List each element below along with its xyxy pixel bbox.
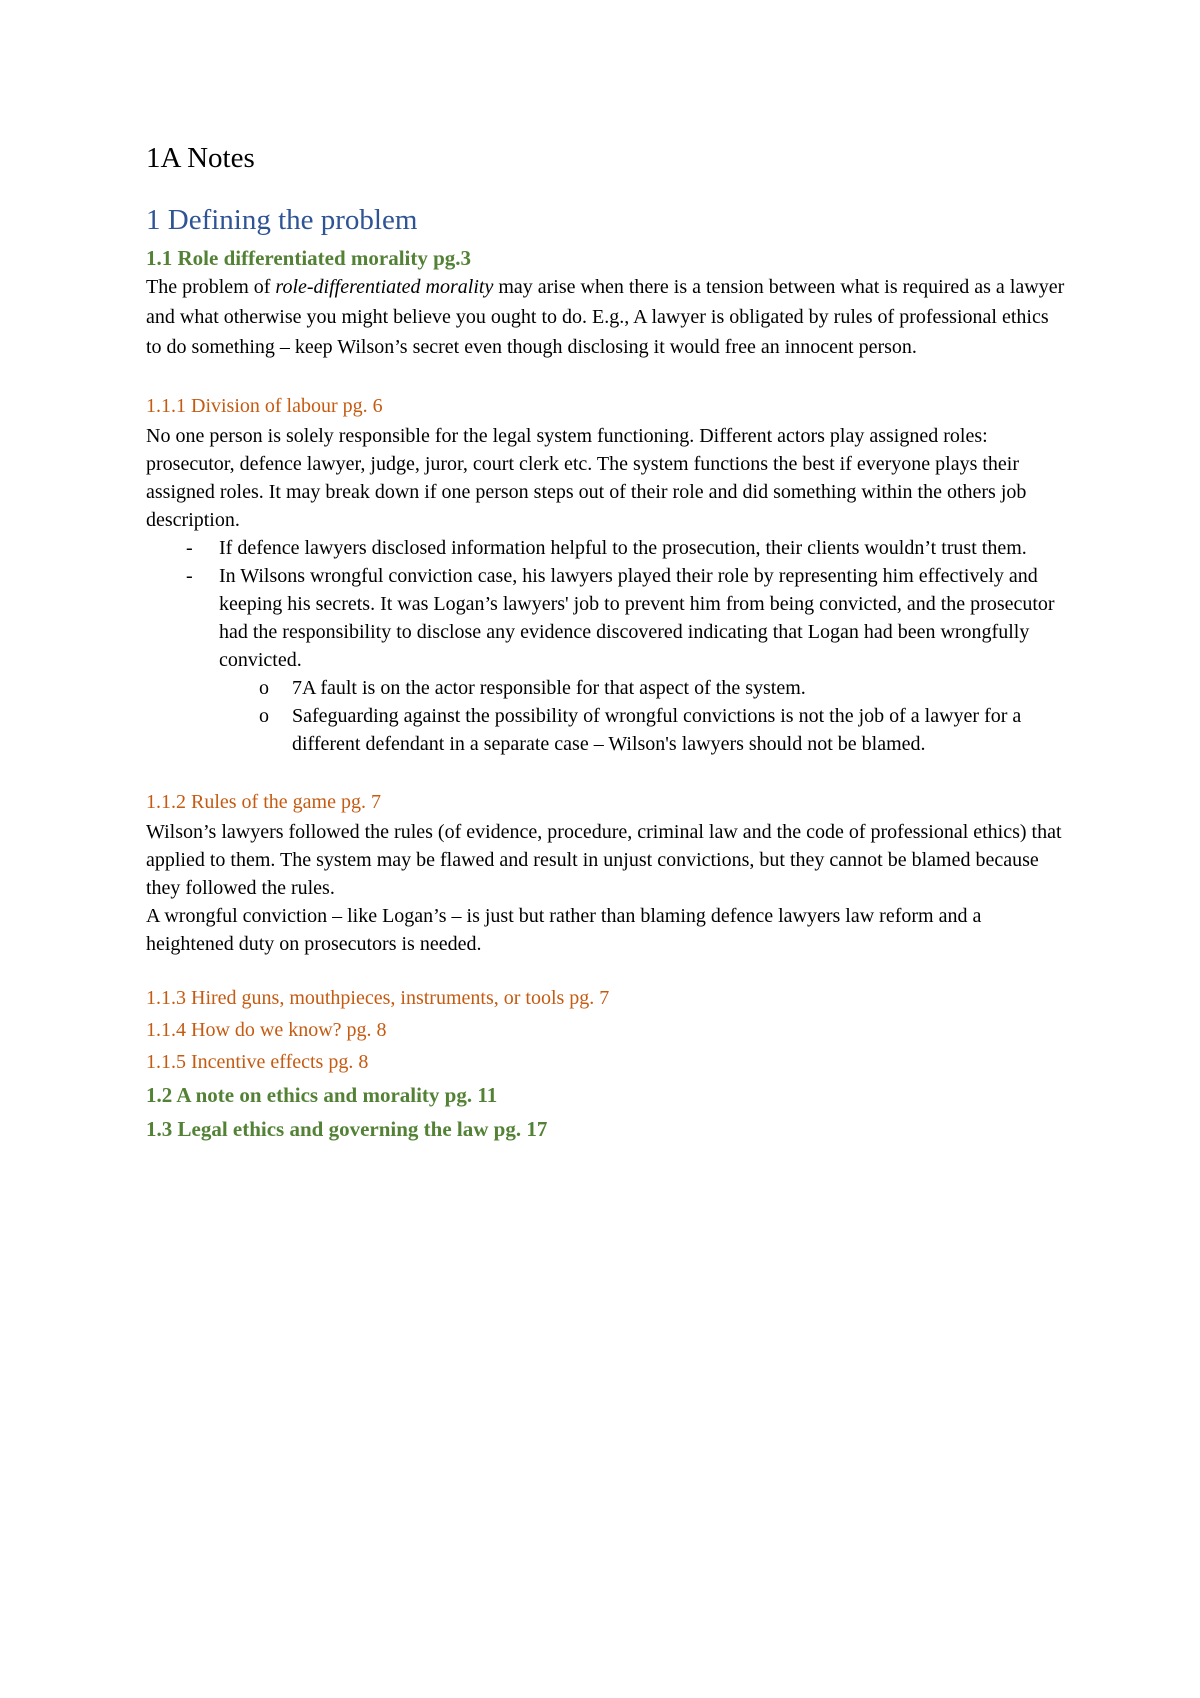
circle-bullet-marker: o (259, 677, 269, 699)
section-1-1-4-heading: 1.1.4 How do we know? pg. 8 (146, 1019, 387, 1041)
list-item (146, 534, 1066, 562)
section-1-1-paragraph (146, 272, 1066, 362)
section-1-2-heading: 1.2 A note on ethics and morality pg. 11 (146, 1083, 498, 1107)
document-page (146, 140, 1066, 1146)
list-item-text: In Wilsons wrongful conviction case, his lawyers played their role by representing him effectively and keeping his secrets. It was Logan’s lawyers' job to prevent him from being convicted, and the prosecutor had the responsibility to disclose any evidence discovered indicating that Logan had been wrongfully convicted. (219, 565, 1055, 671)
section-1-1-1-paragraph: No one person is solely responsible for the legal system functioning. Different actors play assigned roles: prosecutor, defence lawyer, judge, juror, court clerk etc. The system functions the best if everyone plays their assigned roles. It may break down if one person steps out of their role and did something within the others job description. (146, 425, 1027, 531)
section-1-1-1-heading: 1.1.1 Division of labour pg. 6 (146, 395, 383, 417)
division-of-labour-bullets (146, 534, 1066, 758)
section-1-1-2-heading: 1.1.2 Rules of the game pg. 7 (146, 791, 381, 813)
dash-bullet-marker: - (186, 537, 193, 559)
list-item-text: 7A fault is on the actor responsible for that aspect of the system. (292, 677, 806, 699)
section-1-1-5-heading: 1.1.5 Incentive effects pg. 8 (146, 1051, 369, 1073)
section-1-heading: 1 Defining the problem (146, 204, 418, 236)
paragraph-text-end: may arise when there is a tension between what is required as a lawyer and what otherwise you might believe you ought to do. E.g., A lawyer is obligated by rules of professional ethics to do something – keep Wilson’s secret even though disclosing it would free an innocent person. (146, 276, 1065, 358)
document-title: 1A Notes (146, 142, 255, 174)
emphasized-term: role-differentiated morality (275, 276, 494, 298)
list-item-text: If defence lawyers disclosed information helpful to the prosecution, their clients wouldn’t trust them. (219, 537, 1027, 559)
list-item (146, 674, 1066, 702)
list-item (146, 702, 1066, 758)
section-1-1-heading: 1.1 Role differentiated morality pg.3 (146, 246, 472, 270)
section-1-1-2-paragraph-1: Wilson’s lawyers followed the rules (of evidence, procedure, criminal law and the code of professional ethics) that applied to them. The system may be flawed and result in unjust convictions, but they cannot be blamed because they followed the rules. (146, 821, 1062, 899)
dash-bullet-marker: - (186, 565, 193, 587)
section-1-1-2-paragraph-2: A wrongful conviction – like Logan’s – is just but rather than blaming defence lawyers law reform and a heightened duty on prosecutors is needed. (146, 905, 982, 955)
section-1-3-heading: 1.3 Legal ethics and governing the law pg. 17 (146, 1117, 548, 1141)
section-1-1-3-heading: 1.1.3 Hired guns, mouthpieces, instruments, or tools pg. 7 (146, 987, 610, 1009)
paragraph-text-start: The problem of (146, 276, 276, 298)
list-item (146, 562, 1066, 758)
list-item-text: Safeguarding against the possibility of wrongful convictions is not the job of a lawyer for a different defendant in a separate case – Wilson's lawyers should not be blamed. (292, 705, 1022, 755)
circle-bullet-marker: o (259, 705, 269, 727)
nested-bullets (146, 674, 1066, 758)
